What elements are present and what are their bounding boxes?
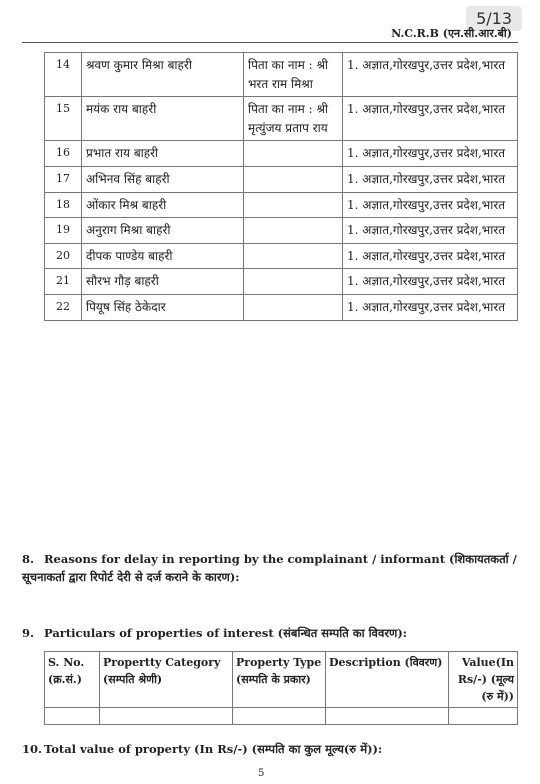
parent-name bbox=[244, 166, 343, 192]
accused-row bbox=[45, 218, 518, 244]
accused-name: सौरभ गौड़ बाहरी bbox=[82, 269, 244, 295]
header-value: Value(In Rs/-) (मूल्य (रु में)) bbox=[449, 652, 518, 708]
header-rule bbox=[22, 42, 518, 43]
section-8-number: 8. bbox=[22, 552, 35, 566]
section-10-number: 10. bbox=[22, 742, 43, 756]
row-number: 21 bbox=[45, 269, 82, 295]
accused-row bbox=[45, 243, 518, 269]
accused-address: 1. अज्ञात,गोरखपुर,उत्तर प्रदेश,भारत bbox=[343, 243, 518, 269]
section-8 bbox=[22, 550, 518, 587]
parent-name bbox=[244, 218, 343, 244]
accused-row bbox=[45, 192, 518, 218]
header-type: Property Type (सम्पति के प्रकार) bbox=[233, 652, 326, 708]
accused-name: अनुराग मिश्रा बाहरी bbox=[82, 218, 244, 244]
accused-row bbox=[45, 166, 518, 192]
empty-cell bbox=[100, 708, 233, 725]
accused-row bbox=[45, 294, 518, 320]
accused-name: प्रभात राय बाहरी bbox=[82, 141, 244, 167]
empty-cell bbox=[45, 708, 100, 725]
property-table bbox=[44, 651, 518, 725]
parent-name bbox=[244, 294, 343, 320]
parent-name bbox=[244, 269, 343, 295]
accused-name: श्रवण कुमार मिश्रा बाहरी bbox=[82, 53, 244, 97]
accused-row bbox=[45, 97, 518, 141]
page-counter: 5/13 bbox=[466, 6, 522, 31]
accused-name: दीपक पाण्डेय बाहरी bbox=[82, 243, 244, 269]
section-9-number: 9. bbox=[22, 626, 35, 640]
accused-table bbox=[44, 52, 518, 321]
row-number: 14 bbox=[45, 53, 82, 97]
row-number: 17 bbox=[45, 166, 82, 192]
parent-name bbox=[244, 243, 343, 269]
property-table-row bbox=[45, 708, 518, 725]
parent-name: पिता का नाम : श्री भरत राम मिश्रा bbox=[244, 53, 343, 97]
accused-row bbox=[45, 141, 518, 167]
header-sno: S. No. (क्र.सं.) bbox=[45, 652, 100, 708]
row-number: 18 bbox=[45, 192, 82, 218]
section-9-text: Particulars of properties of interest (संबन्धित सम्पति का विवरण): bbox=[44, 626, 408, 640]
row-number: 16 bbox=[45, 141, 82, 167]
accused-address: 1. अज्ञात,गोरखपुर,उत्तर प्रदेश,भारत bbox=[343, 269, 518, 295]
empty-cell bbox=[449, 708, 518, 725]
row-number: 15 bbox=[45, 97, 82, 141]
accused-row bbox=[45, 269, 518, 295]
row-number: 19 bbox=[45, 218, 82, 244]
row-number: 22 bbox=[45, 294, 82, 320]
section-10 bbox=[22, 740, 518, 758]
header-category: Propertty Category (सम्पति श्रेणी) bbox=[100, 652, 233, 708]
accused-address: 1. अज्ञात,गोरखपुर,उत्तर प्रदेश,भारत bbox=[343, 166, 518, 192]
parent-name bbox=[244, 141, 343, 167]
accused-address: 1. अज्ञात,गोरखपुर,उत्तर प्रदेश,भारत bbox=[343, 97, 518, 141]
accused-address: 1. अज्ञात,गोरखपुर,उत्तर प्रदेश,भारत bbox=[343, 53, 518, 97]
accused-row bbox=[45, 53, 518, 97]
accused-name: मयंक राय बाहरी bbox=[82, 97, 244, 141]
empty-cell bbox=[326, 708, 449, 725]
accused-address: 1. अज्ञात,गोरखपुर,उत्तर प्रदेश,भारत bbox=[343, 192, 518, 218]
parent-name bbox=[244, 192, 343, 218]
section-10-text: Total value of property (In Rs/-) (सम्पति का कुल मूल्य(रु में)): bbox=[44, 742, 383, 756]
section-9 bbox=[22, 624, 518, 642]
parent-name: पिता का नाम : श्री मृत्युंजय प्रताप राय bbox=[244, 97, 343, 141]
row-number: 20 bbox=[45, 243, 82, 269]
accused-address: 1. अज्ञात,गोरखपुर,उत्तर प्रदेश,भारत bbox=[343, 294, 518, 320]
accused-name: अभिनव सिंह बाहरी bbox=[82, 166, 244, 192]
accused-name: पियूष सिंह ठेकेदार bbox=[82, 294, 244, 320]
header-description: Description (विवरण) bbox=[326, 652, 449, 708]
empty-cell bbox=[233, 708, 326, 725]
page-number: 5 bbox=[258, 768, 265, 779]
accused-name: ओंकार मिश्र बाहरी bbox=[82, 192, 244, 218]
accused-address: 1. अज्ञात,गोरखपुर,उत्तर प्रदेश,भारत bbox=[343, 141, 518, 167]
property-table-header bbox=[45, 652, 518, 708]
header-ncrb: N.C.R.B (एन.सी.आर.बी) bbox=[391, 27, 512, 40]
accused-address: 1. अज्ञात,गोरखपुर,उत्तर प्रदेश,भारत bbox=[343, 218, 518, 244]
section-8-text: Reasons for delay in reporting by the complainant / informant (शिकायतकर्ता / सूचनाकर्ता द्वारा रिपोर्ट देरी से दर्ज कराने के कारण): bbox=[22, 552, 517, 585]
